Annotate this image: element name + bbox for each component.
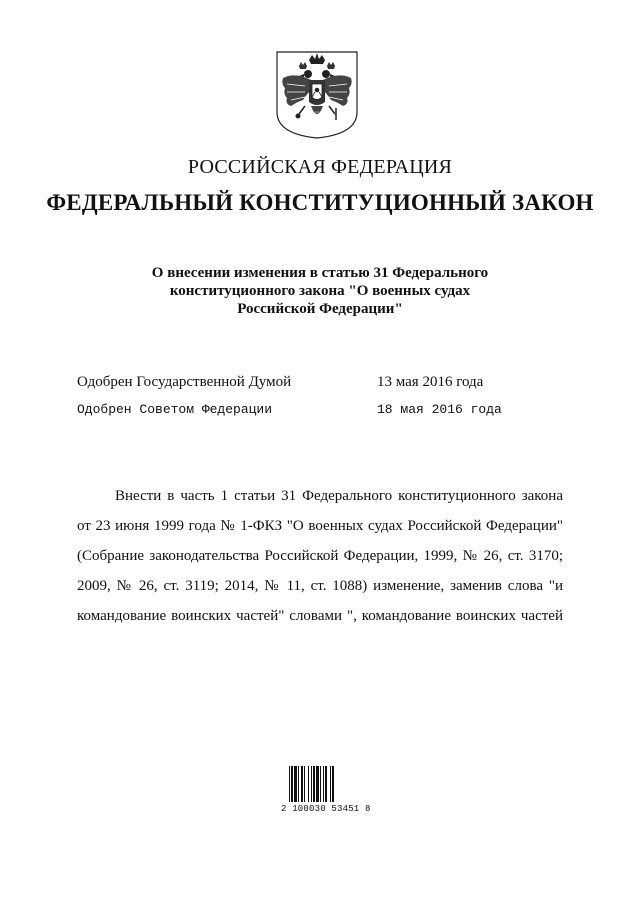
- approval-date: 13 мая 2016 года: [377, 374, 484, 390]
- barcode-icon: [289, 766, 351, 802]
- barcode-bar: [294, 766, 297, 802]
- approval-body: Одобрен Советом Федерации: [77, 402, 273, 417]
- coat-of-arms-icon: [275, 50, 359, 140]
- barcode-bar: [332, 766, 334, 802]
- barcode-bar: [323, 766, 324, 802]
- body-line: 2009, № 26, ст. 3119; 2014, № 11, ст. 1088) изменение, заменив слова "и: [77, 578, 563, 594]
- approval-body: Одобрен Государственной Думой: [77, 374, 292, 390]
- barcode-bar: [311, 766, 312, 802]
- barcode-bar: [320, 766, 321, 802]
- barcode-bar: [298, 766, 299, 802]
- subject-line: конституционного закона "О военных судах: [169, 283, 471, 299]
- barcode-bar: [301, 766, 303, 802]
- body-line: (Собрание законодательства Российской Федерации, 1999, № 26, ст. 3170;: [77, 548, 563, 564]
- barcode-bar: [308, 766, 309, 802]
- barcode-bar: [289, 766, 290, 802]
- subject-line: Российской Федерации": [237, 301, 403, 317]
- body-line: командование воинских частей" словами ", командование воинских частей: [77, 608, 563, 624]
- law-subject-title: [120, 264, 520, 318]
- approval-date: 18 мая 2016 года: [377, 402, 502, 417]
- law-body-paragraph: [77, 481, 563, 631]
- barcode-number: 2 100030 53451 8: [281, 804, 371, 814]
- barcode-bar: [304, 766, 305, 802]
- barcode-bar: [330, 766, 331, 802]
- subject-line: О внесении изменения в статью 31 Федерального: [151, 265, 489, 281]
- body-line: от 23 июня 1999 года № 1-ФКЗ "О военных судах Российской Федерации": [77, 518, 563, 534]
- body-line: Внести в часть 1 статьи 31 Федерального конституционного закона: [115, 488, 563, 504]
- country-title: РОССИЙСКАЯ ФЕДЕРАЦИЯ: [187, 156, 453, 178]
- barcode-bar: [316, 766, 319, 802]
- barcode-bar: [313, 766, 315, 802]
- barcode-bar: [291, 766, 293, 802]
- document-type-title: ФЕДЕРАЛЬНЫЙ КОНСТИТУЦИОННЫЙ ЗАКОН: [46, 190, 594, 215]
- barcode-bar: [325, 766, 327, 802]
